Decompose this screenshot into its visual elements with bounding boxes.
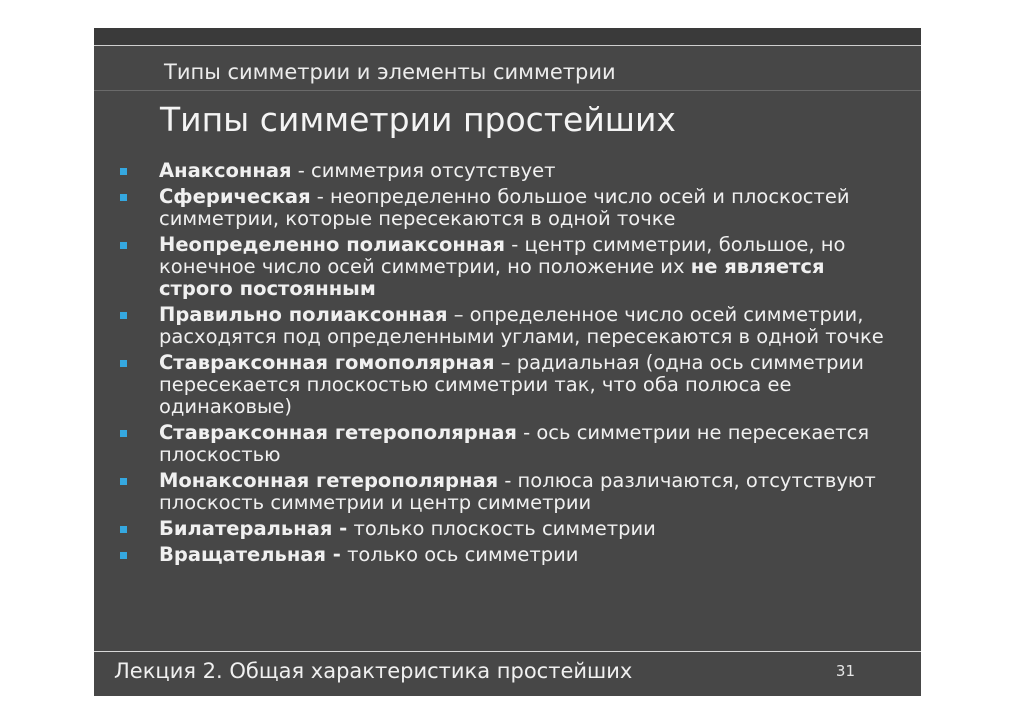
page-number: 31: [835, 662, 855, 680]
bullet-term: Неопределенно полиаксонная: [159, 233, 506, 256]
bullet-text: - неопределенно большое число осей и плоскостей симметрии, которые пересекаются в одной точке: [159, 185, 850, 230]
bullet-text: – определенное число осей симметрии, расходятся под определенными углами, пересекаются в одной точке: [159, 303, 884, 348]
bullet-text: - полюса различаются, отсутствуют плоскость симметрии и центр симметрии: [159, 469, 876, 514]
bullet-square-icon: [120, 478, 127, 485]
bullet-item-stauraxon-homopolar: [120, 352, 900, 418]
bullet-text: - симметрия отсутствует: [291, 159, 556, 182]
bullet-text: - центр симметрии, большое, но конечное число осей симметрии, но положение их: [159, 233, 846, 278]
bullet-square-icon: [120, 430, 127, 437]
bullet-term: Сферическая: [159, 185, 311, 208]
slide-top-band: [94, 28, 921, 46]
bullet-emphasis: не является строго постоянным: [159, 255, 825, 300]
bullet-term: Монаксонная гетерополярная: [159, 469, 499, 492]
bullet-term: Ставраксонная гомополярная: [159, 351, 495, 374]
bullet-list: [120, 160, 900, 570]
bullet-square-icon: [120, 242, 127, 249]
bullet-square-icon: [120, 194, 127, 201]
slide: [94, 28, 921, 696]
bullet-term: Ставраксонная гетерополярная: [159, 421, 517, 444]
bullet-item-stauraxon-heteropolar: [120, 422, 900, 466]
bullet-text: только ось симметрии: [340, 543, 579, 566]
title-divider: [94, 90, 921, 91]
bullet-item-rotational: [120, 544, 900, 566]
bullet-item-indefinite-polyaxon: [120, 234, 900, 300]
bullet-square-icon: [120, 168, 127, 175]
bullet-square-icon: [120, 552, 127, 559]
bullet-item-monaxon-heteropolar: [120, 470, 900, 514]
bullet-term: Правильно полиаксонная: [159, 303, 448, 326]
footer-divider: [94, 651, 921, 652]
bullet-square-icon: [120, 312, 127, 319]
slide-title: Типы симметрии простейших: [160, 100, 676, 139]
bullet-term: Анаксонная: [159, 159, 292, 182]
bullet-item-bilateral: [120, 518, 900, 540]
bullet-item-anaxon: [120, 160, 900, 182]
section-title: Типы симметрии и элементы симметрии: [164, 60, 616, 84]
bullet-term: Вращательная -: [159, 543, 341, 566]
bullet-item-spherical: [120, 186, 900, 230]
bullet-square-icon: [120, 360, 127, 367]
bullet-text: только плоскость симметрии: [347, 517, 656, 540]
bullet-square-icon: [120, 526, 127, 533]
bullet-item-regular-polyaxon: [120, 304, 900, 348]
bullet-term: Билатеральная -: [159, 517, 348, 540]
bullet-text: - ось симметрии не пересекается плоскостью: [159, 421, 870, 466]
footer-lecture-title: Лекция 2. Общая характеристика простейших: [114, 659, 633, 683]
bullet-text: – радиальная (одна ось симметрии пересекается плоскостью симметрии так, что оба полюса ее одинаковые): [159, 351, 864, 418]
